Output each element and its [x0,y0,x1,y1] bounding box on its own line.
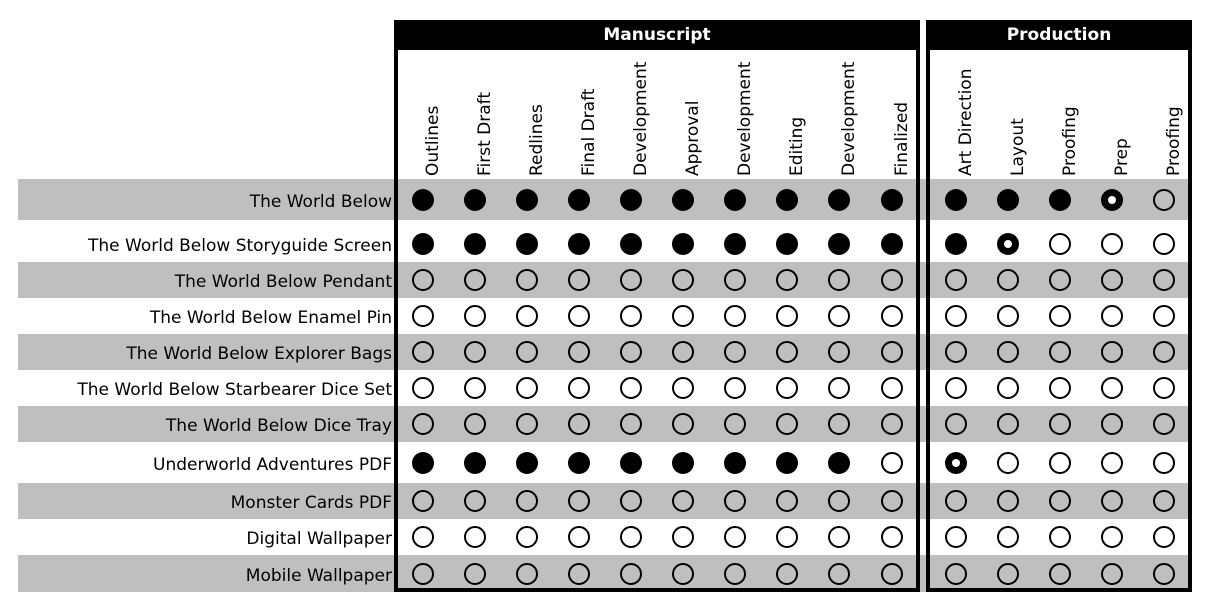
row-label: Underworld Adventures PDF [153,454,392,475]
status-board: The World Below The World Below Storyguide Screen The World Below Pendant The World Below Enamel Pin The World Below Explorer Bags The World Below Starbearer Dice Set The World Below Dice Tray Underworld Adventures PDF Monster Cards PDF Digital Wallpaper Mobile Wallpaper Manuscript Production Outlines First Draft Redlines Final Draft Development Approval Development Editing Development Finalized Art Direction Layout Proofing Prep Proofing [0,0,1208,611]
status-dot-empty [945,490,967,512]
status-dot-empty [1101,233,1123,255]
status-dot-empty [1153,233,1175,255]
status-dot-empty [672,377,694,399]
status-dot-empty [724,413,746,435]
status-dot-empty [828,305,850,327]
status-dot-full [568,233,590,255]
status-dot-empty [997,563,1019,585]
status-dot-empty [412,413,434,435]
status-dot-empty [724,526,746,548]
status-dot-empty [464,341,486,363]
status-dot-empty [672,490,694,512]
status-dot-empty [568,269,590,291]
row-label: The World Below Storyguide Screen [88,235,392,256]
status-dot-empty [776,490,798,512]
status-dot-empty [997,452,1019,474]
status-dot-full [464,452,486,474]
status-dot-full [776,189,798,211]
status-dot-full [828,233,850,255]
status-dot-empty [516,305,538,327]
status-dot-empty [1153,526,1175,548]
status-dot-empty [828,563,850,585]
status-dot-empty [1101,413,1123,435]
status-dot-empty [568,305,590,327]
status-dot-full [724,233,746,255]
status-dot-full [464,189,486,211]
status-dot-empty [945,413,967,435]
status-dot-empty [997,490,1019,512]
status-dot-empty [945,305,967,327]
status-dot-half [945,452,967,474]
status-dot-empty [1101,341,1123,363]
status-dot-empty [1101,305,1123,327]
status-dot-empty [1101,377,1123,399]
status-dot-full [724,189,746,211]
status-dot-empty [776,341,798,363]
status-dot-empty [881,490,903,512]
status-dot-empty [724,563,746,585]
status-dot-empty [464,526,486,548]
status-dot-full [1049,189,1071,211]
status-dot-empty [620,341,642,363]
status-dot-full [568,452,590,474]
status-dot-full [620,233,642,255]
status-dot-full [828,452,850,474]
status-dot-empty [1101,563,1123,585]
row-label: The World Below [249,191,392,212]
status-dot-empty [724,305,746,327]
row-label: The World Below Dice Tray [165,416,392,436]
status-dot-empty [776,563,798,585]
status-dot-empty [997,413,1019,435]
status-dot-empty [568,563,590,585]
status-dot-empty [776,377,798,399]
status-dot-empty [1049,233,1071,255]
status-dot-empty [1049,377,1071,399]
status-dot-empty [776,269,798,291]
status-dot-full [516,233,538,255]
status-dot-empty [828,377,850,399]
status-dot-empty [412,377,434,399]
status-dot-empty [672,563,694,585]
status-dot-empty [568,341,590,363]
status-dot-full [412,452,434,474]
status-dot-empty [724,341,746,363]
status-dot-empty [776,526,798,548]
status-dot-empty [828,413,850,435]
status-dot-empty [516,526,538,548]
status-dot-empty [516,269,538,291]
status-dot-empty [1153,490,1175,512]
group-header: Manuscript [394,20,920,50]
status-dot-half [1101,189,1123,211]
status-dot-empty [464,269,486,291]
status-dot-full [568,189,590,211]
group-header: Production [926,20,1192,50]
status-dot-empty [672,305,694,327]
row-label: The World Below Enamel Pin [149,308,392,328]
status-dot-full [776,452,798,474]
status-dot-empty [1101,269,1123,291]
status-dot-empty [464,305,486,327]
status-dot-empty [1049,341,1071,363]
status-dot-empty [568,377,590,399]
status-dot-empty [620,269,642,291]
status-dot-empty [516,490,538,512]
row-label: The World Below Explorer Bags [126,344,392,364]
status-dot-empty [997,305,1019,327]
row-label: The World Below Pendant [174,272,392,292]
row-label: The World Below Starbearer Dice Set [77,380,392,400]
row-label: Monster Cards PDF [230,493,392,513]
status-dot-empty [620,305,642,327]
status-dot-empty [568,490,590,512]
status-dot-empty [620,563,642,585]
status-dot-empty [945,526,967,548]
status-dot-empty [724,269,746,291]
status-dot-empty [620,526,642,548]
status-dot-empty [881,526,903,548]
status-dot-empty [672,526,694,548]
status-dot-empty [1049,490,1071,512]
status-dot-empty [1153,189,1175,211]
status-dot-empty [1049,269,1071,291]
status-dot-empty [828,490,850,512]
status-dot-empty [776,305,798,327]
status-dot-full [672,452,694,474]
status-dot-empty [516,563,538,585]
status-dot-empty [881,305,903,327]
status-dot-empty [672,341,694,363]
status-dot-full [776,233,798,255]
status-dot-empty [1153,377,1175,399]
status-dot-full [672,189,694,211]
status-dot-empty [1049,305,1071,327]
status-dot-empty [516,341,538,363]
status-dot-half [997,233,1019,255]
status-dot-empty [412,526,434,548]
status-dot-full [724,452,746,474]
status-dot-empty [945,377,967,399]
status-dot-empty [620,413,642,435]
status-dot-empty [620,490,642,512]
status-dot-empty [516,377,538,399]
status-dot-empty [945,563,967,585]
status-dot-empty [997,526,1019,548]
status-dot-full [945,189,967,211]
status-dot-empty [412,563,434,585]
status-dot-empty [464,563,486,585]
status-dot-empty [724,490,746,512]
status-dot-empty [881,341,903,363]
status-dot-empty [997,377,1019,399]
status-dot-empty [568,526,590,548]
status-dot-empty [1153,452,1175,474]
status-dot-full [881,189,903,211]
row-label: Digital Wallpaper [246,529,392,549]
status-dot-empty [1101,490,1123,512]
status-dot-empty [881,413,903,435]
status-dot-empty [412,490,434,512]
status-dot-empty [1049,413,1071,435]
status-dot-full [412,233,434,255]
status-dot-empty [881,452,903,474]
status-dot-empty [945,269,967,291]
status-dot-empty [1153,413,1175,435]
status-dot-full [620,189,642,211]
status-dot-empty [1153,341,1175,363]
status-dot-empty [881,563,903,585]
status-dot-empty [945,341,967,363]
status-dot-empty [1049,526,1071,548]
status-dot-full [945,233,967,255]
status-dot-empty [828,269,850,291]
status-dot-full [464,233,486,255]
status-dot-empty [464,377,486,399]
status-dot-empty [620,377,642,399]
status-dot-empty [997,269,1019,291]
status-dot-full [516,452,538,474]
status-dot-full [516,189,538,211]
status-dot-full [672,233,694,255]
status-dot-empty [1153,563,1175,585]
status-dot-empty [412,269,434,291]
status-dot-empty [724,377,746,399]
status-dot-empty [828,526,850,548]
status-dot-empty [1101,452,1123,474]
row-label: Mobile Wallpaper [245,565,392,586]
status-dot-empty [1153,305,1175,327]
status-dot-empty [1153,269,1175,291]
status-dot-empty [516,413,538,435]
status-dot-empty [412,341,434,363]
status-dot-empty [672,413,694,435]
status-dot-empty [1049,563,1071,585]
status-dot-empty [464,413,486,435]
status-dot-empty [1049,452,1071,474]
status-dot-full [620,452,642,474]
status-dot-full [412,189,434,211]
status-dot-empty [881,269,903,291]
status-dot-empty [672,269,694,291]
status-dot-empty [997,341,1019,363]
status-dot-empty [776,413,798,435]
status-dot-empty [828,341,850,363]
status-dot-empty [881,377,903,399]
status-dot-empty [1101,526,1123,548]
status-dot-empty [568,413,590,435]
status-dot-empty [412,305,434,327]
status-dot-full [828,189,850,211]
status-dot-empty [464,490,486,512]
status-dot-full [881,233,903,255]
status-dot-full [997,189,1019,211]
